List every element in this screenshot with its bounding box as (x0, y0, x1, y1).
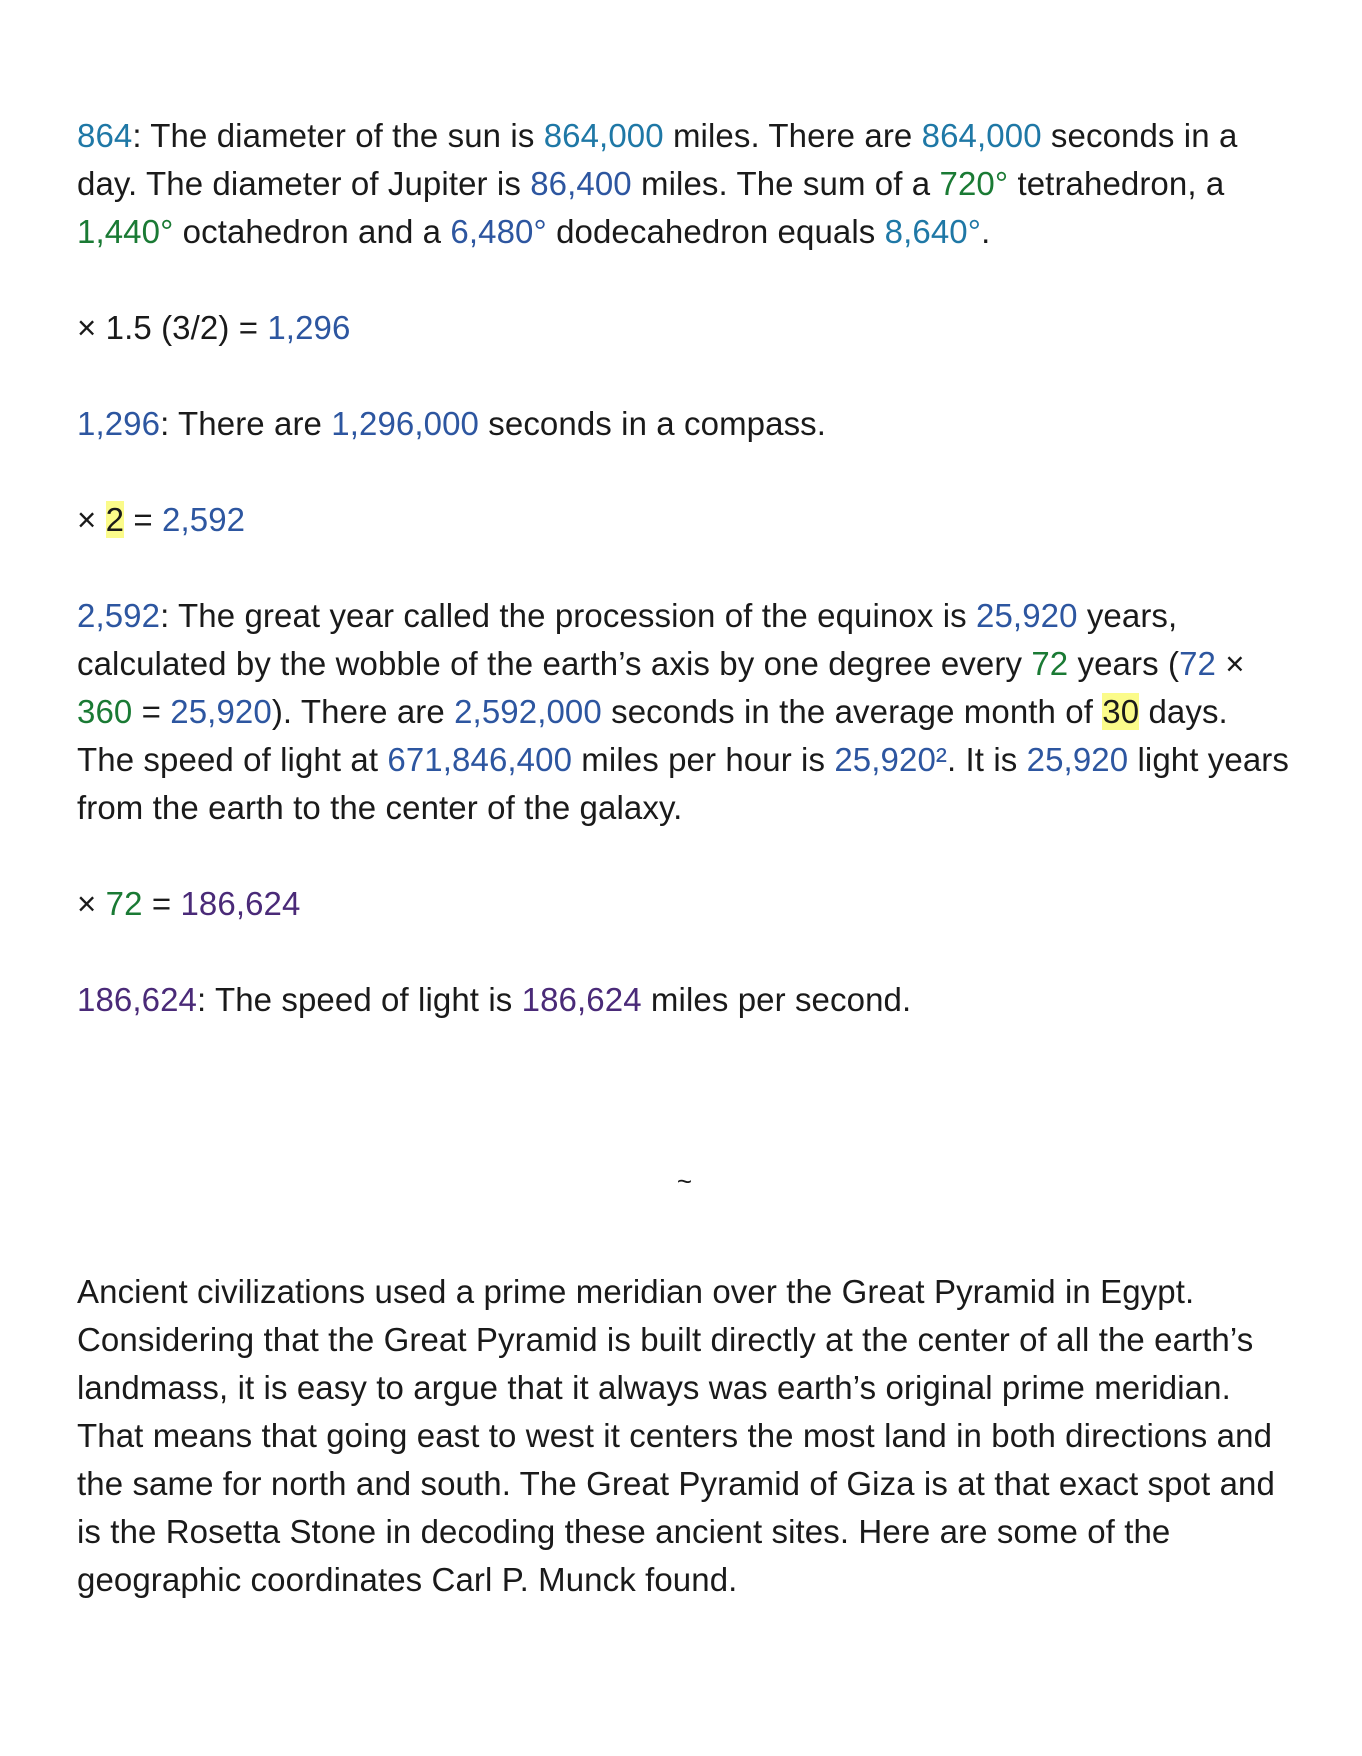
number-1296: 1,296 (77, 405, 161, 442)
text: miles per second. (641, 981, 912, 1018)
section-separator (0, 1166, 1292, 1196)
text: dodecahedron equals (546, 213, 885, 250)
number-30: 30 (1102, 693, 1140, 730)
number-864: 864 (77, 117, 133, 154)
number-dodecahedron: 6,480° (450, 213, 547, 250)
text: . It is (946, 741, 1027, 778)
text: miles. There are (663, 117, 922, 154)
document-page (77, 112, 1292, 1604)
number-sum: 8,640° (884, 213, 982, 250)
number-186624: 186,624 (77, 981, 197, 1018)
number-light-mph: 671,846,400 (387, 741, 573, 778)
calc-operator: × (77, 885, 106, 922)
text: miles. The sum of a (631, 165, 940, 202)
number-sun-diameter: 864,000 (543, 117, 664, 154)
calc-equals: = (142, 885, 181, 922)
text: octahedron and a (173, 213, 451, 250)
text: seconds in a compass. (479, 405, 827, 442)
calc-result: 1,296 (267, 309, 351, 346)
number-octahedron: 1,440° (77, 213, 174, 250)
calculation-2 (77, 496, 1292, 544)
calc-equals: = (124, 501, 163, 538)
number-72-b: 72 (1179, 645, 1216, 682)
text: seconds in a day. The diameter of Jupiter is (77, 117, 1238, 202)
text: : The diameter of the sun is (132, 117, 544, 154)
paragraph-186624 (77, 976, 1292, 1024)
calc-result: 186,624 (180, 885, 301, 922)
text: days. The speed of light at (77, 693, 1228, 778)
number-compass-seconds: 1,296,000 (331, 405, 479, 442)
number-2592: 2,592 (77, 597, 161, 634)
number-tetrahedron: 720° (939, 165, 1009, 202)
text: . (981, 213, 991, 250)
text: years, calculated by the wobble of the earth’s axis by one degree every (77, 597, 1178, 682)
calc-operator: × (77, 501, 106, 538)
text: tetrahedron, a (1008, 165, 1225, 202)
calculation-3 (77, 880, 1292, 928)
number-seconds-day: 864,000 (921, 117, 1042, 154)
text: : There are (160, 405, 332, 442)
number-month-seconds: 2,592,000 (454, 693, 602, 730)
number-galaxy-distance: 25,920 (1026, 741, 1129, 778)
paragraph-1296 (77, 400, 1292, 448)
paragraph-2592 (77, 592, 1292, 832)
number-72: 72 (1031, 645, 1069, 682)
number-great-year: 25,920 (976, 597, 1078, 634)
calc-factor: 72 (105, 885, 143, 922)
text: ). There are (271, 693, 455, 730)
calculation-1 (77, 304, 1292, 352)
paragraph-prime-meridian: Ancient civilizations used a prime meridian over the Great Pyramid in Egypt. Considering that the Great Pyramid is built directly at the center of all the earth’s landmass, it is easy to argue that it always was earth’s original prime meridian. That means that going east to west it centers the most land in both directions and the same for north and south. The Great Pyramid of Giza is at that exact spot and is the Rosetta Stone in decoding these ancient sites. Here are some of the geographic coordinates Carl P. Munck found. (77, 1273, 1275, 1598)
number-light-speed: 186,624 (521, 981, 642, 1018)
number-25920: 25,920 (170, 693, 272, 730)
paragraph-864 (77, 112, 1292, 256)
text: : The speed of light is (197, 981, 522, 1018)
text: = (132, 693, 171, 730)
number-25920-squared: 25,920² (834, 741, 947, 778)
number-360: 360 (77, 693, 133, 730)
text: light years from the earth to the center of the galaxy. (77, 741, 1289, 826)
calc-result: 2,592 (162, 501, 246, 538)
tilde-glyph: ~ (676, 1166, 693, 1196)
number-jupiter-diameter: 86,400 (530, 165, 632, 202)
text: × (1215, 645, 1245, 682)
text: : The great year called the procession of the equinox is (160, 597, 977, 634)
text: seconds in the average month of (601, 693, 1103, 730)
text: years ( (1068, 645, 1180, 682)
calc-factor: 2 (105, 501, 125, 538)
text: miles per hour is (572, 741, 835, 778)
calc-operator: × 1.5 (3/2) = (77, 309, 268, 346)
